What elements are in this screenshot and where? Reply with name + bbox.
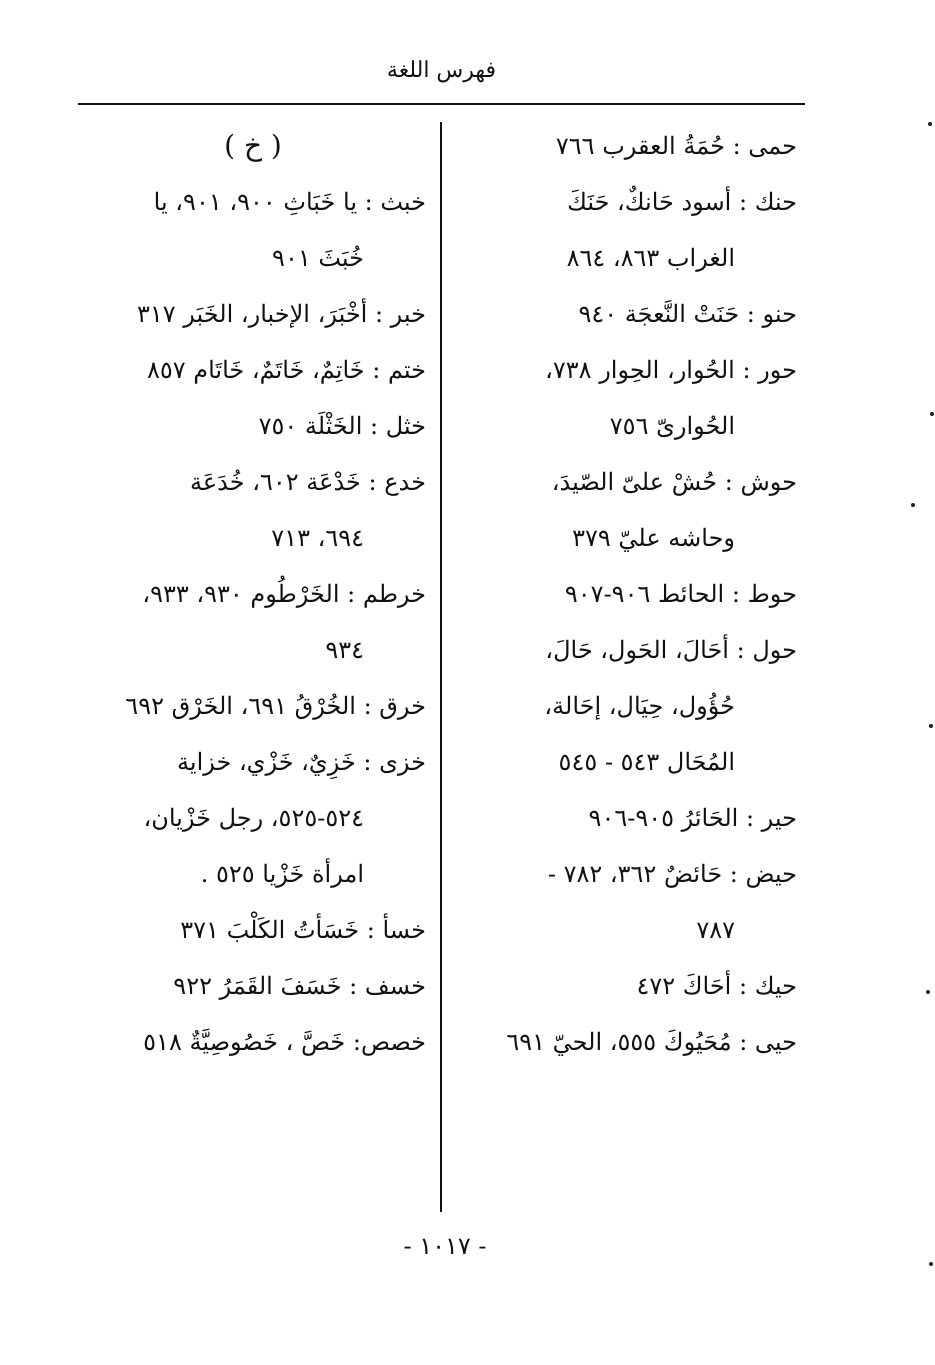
index-entry — [455, 454, 797, 566]
entry-line: حول : أحَالَ، الحَول، حَالَ، — [545, 636, 797, 664]
section-heading: ( خ ) — [224, 129, 282, 162]
entry-line: ٩٣٤ — [325, 636, 364, 664]
entry-line: حنو : حَنَتْ النَّعجَة ٩٤٠ — [578, 300, 797, 328]
right-column — [455, 118, 797, 1070]
entry-line: امرأة خَزْيا ٥٢٥ . — [200, 860, 364, 888]
entry-line: حيض : حَائضٌ ٣٦٢، ٧٨٢ - — [547, 860, 797, 888]
entry-line: خبث : يا خَبَاثِ ٩٠٠، ٩٠١، يا — [153, 188, 426, 216]
entry-line: ختم : خَاتِمٌ، خَاتَمٌ، خَاتَام ٨٥٧ — [146, 356, 426, 384]
index-entry — [80, 1014, 426, 1070]
entry-line: ٥٢٤-٥٢٥، رجل خَزْيان، — [143, 804, 364, 832]
index-entry — [455, 622, 797, 790]
entry-line: خبر : أخْبَرَ، الإخبار، الخَبَر ٣١٧ — [137, 300, 426, 328]
header-rule — [78, 103, 805, 105]
index-entry — [80, 678, 426, 734]
index-entry — [80, 286, 426, 342]
index-entry — [80, 734, 426, 902]
entry-line: حُؤُول، حِيَال، إحَالة، — [544, 692, 735, 720]
entry-line: خسأ : خَسَأتُ الكَلْبَ ٣٧١ — [180, 916, 426, 944]
entry-line: حوط : الحائط ٩٠٦-٩٠٧ — [564, 580, 797, 608]
running-header: فهرس اللغة — [386, 58, 497, 83]
index-entry — [455, 286, 797, 342]
index-entry — [455, 1014, 797, 1070]
column-divider — [440, 122, 442, 1212]
entry-line: حيى : مُحَيُوكَ ٥٥٥، الحيّ ٦٩١ — [506, 1028, 797, 1056]
index-entry — [455, 790, 797, 846]
entry-line: خثل : الخَثْلَة ٧٥٠ — [258, 412, 426, 440]
index-entry — [80, 174, 426, 286]
entry-line: حنك : أسود حَانكٌ، حَنَكَ — [567, 188, 797, 216]
index-entry — [455, 566, 797, 622]
entry-line: خزى : خَزِيٌ، خَزْي، خزاية — [177, 748, 426, 776]
index-entry — [455, 118, 797, 174]
index-entry — [80, 902, 426, 958]
entry-line: وحاشه عليّ ٣٧٩ — [572, 524, 735, 552]
entry-line: حمى : حُمَةُ العقرب ٧٦٦ — [555, 132, 797, 160]
index-entry — [80, 454, 426, 566]
entry-line: خسف : خَسَفَ القَمَرُ ٩٢٢ — [173, 972, 426, 1000]
entry-line: خدع : خَدْعَة ٦٠٢، خُدَعَة — [189, 468, 426, 496]
index-entry — [80, 958, 426, 1014]
entry-line: المُحَال ٥٤٣ - ٥٤٥ — [558, 748, 735, 776]
index-entry — [455, 958, 797, 1014]
entry-line: حير : الحَائرُ ٩٠٥-٩٠٦ — [588, 804, 797, 832]
left-entries — [80, 174, 426, 1070]
entry-line: الحُوارىّ ٧٥٦ — [609, 412, 735, 440]
entry-line: حور : الحُوار، الحِوار ٧٣٨، — [545, 356, 797, 384]
entry-line: خصص: خَصَّ ، خَصُوصِيَّةٌ ٥١٨ — [143, 1028, 426, 1056]
index-entry — [80, 566, 426, 678]
entry-line: الغراب ٨٦٣، ٨٦٤ — [566, 244, 735, 272]
entry-line: ٦٩٤، ٧١٣ — [271, 524, 364, 552]
entry-line: حوش : حُشْ علىّ الصّيدَ، — [551, 468, 797, 496]
entry-line: خرطم : الخَرْطُوم ٩٣٠، ٩٣٣، — [142, 580, 426, 608]
entry-line: خُبَثَ ٩٠١ — [272, 244, 364, 272]
index-entry — [80, 398, 426, 454]
index-entry — [455, 846, 797, 958]
entry-line: حيك : أحَاكَ ٤٧٢ — [636, 972, 797, 1000]
page-number: - ١٠١٧ - — [403, 1232, 487, 1260]
index-entry — [80, 342, 426, 398]
left-column — [80, 118, 426, 1070]
index-entry — [455, 342, 797, 454]
entry-line: خرق : الخُرْقُ ٦٩١، الخَرْق ٦٩٢ — [125, 692, 426, 720]
entry-line: ٧٨٧ — [696, 916, 735, 944]
index-entry — [455, 174, 797, 286]
